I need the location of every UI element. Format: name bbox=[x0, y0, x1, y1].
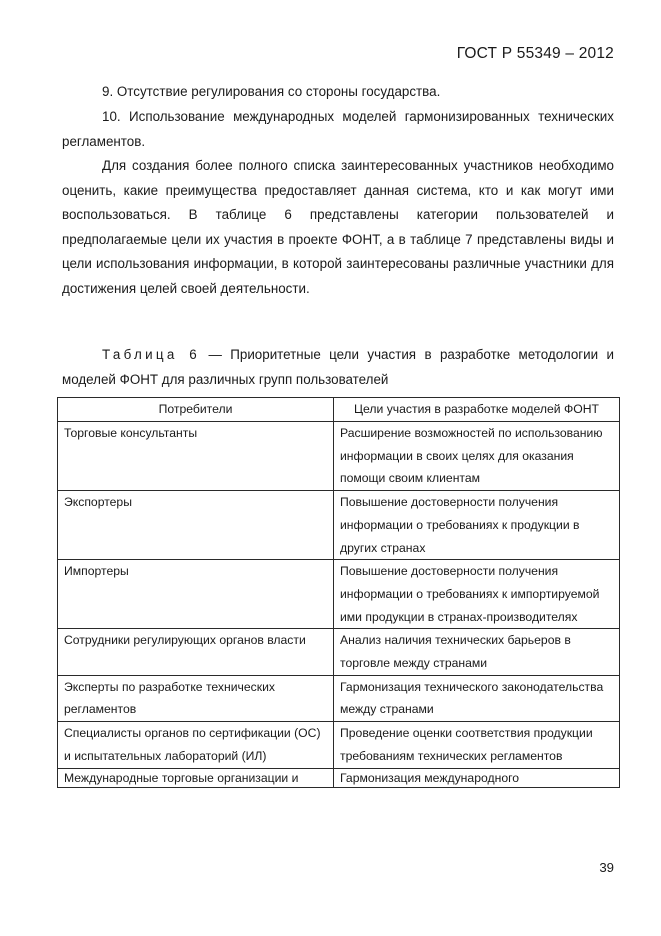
table-row bbox=[58, 675, 620, 721]
consumer-cell: Международные торговые организации и bbox=[58, 768, 334, 787]
table-header-row bbox=[58, 398, 620, 422]
consumer-cell: Эксперты по разработке технических регламентов bbox=[58, 675, 334, 721]
paragraph-item-10: 10. Использование международных моделей гармонизированных технических регламентов. bbox=[62, 109, 614, 149]
goals-table bbox=[57, 397, 620, 788]
goal-cell: Анализ наличия технических барьеров в торговле между странами bbox=[334, 629, 620, 675]
table-row bbox=[58, 629, 620, 675]
table-row bbox=[58, 768, 620, 787]
paragraph-main: Для создания более полного списка заинтересованных участников необходимо оценить, какие преимущества предоставляет данная система, кто и как могут ими воспользоваться. В таблице 6 представлены категории пользователей и предполагаемые цели их участия в проекте ФОНТ, а в таблице 7 представлены виды и цели использования информации, в которой заинтересованы различные участники для достижения целей своей деятельности. bbox=[62, 158, 614, 296]
consumer-cell: Импортеры bbox=[58, 560, 334, 629]
table-row bbox=[58, 722, 620, 768]
consumer-cell: Торговые консультанты bbox=[58, 422, 334, 491]
column-header-consumers: Потребители bbox=[58, 398, 334, 422]
consumer-cell: Специалисты органов по сертификации (ОС) и испытательных лабораторий (ИЛ) bbox=[58, 722, 334, 768]
goal-cell: Проведение оценки соответствия продукции требованиям технических регламентов bbox=[334, 722, 620, 768]
table-caption-text: — Приоритетные цели участия в разработке методологии и моделей ФОНТ для различных групп пользователей bbox=[62, 347, 614, 387]
column-header-goals: Цели участия в разработке моделей ФОНТ bbox=[334, 398, 620, 422]
goal-cell: Повышение достоверности получения информации о требованиях к импортируемой ими продукции в странах-производителях bbox=[334, 560, 620, 629]
table-caption-label: Таблица 6 bbox=[102, 347, 201, 362]
paragraph-item-9: 9. Отсутствие регулирования со стороны государства. bbox=[102, 84, 441, 99]
goal-cell: Расширение возможностей по использованию информации в своих целях для оказания помощи своим клиентам bbox=[334, 422, 620, 491]
goal-cell: Повышение достоверности получения информации о требованиях к продукции в других странах bbox=[334, 491, 620, 560]
table-row bbox=[58, 422, 620, 491]
goal-cell: Гармонизация международного bbox=[334, 768, 620, 787]
consumer-cell: Экспортеры bbox=[58, 491, 334, 560]
goal-cell: Гармонизация технического законодательства между странами bbox=[334, 675, 620, 721]
document-standard-code: ГОСТ Р 55349 – 2012 bbox=[456, 45, 614, 62]
consumer-cell: Сотрудники регулирующих органов власти bbox=[58, 629, 334, 675]
table-caption bbox=[62, 343, 614, 392]
table-row bbox=[58, 560, 620, 629]
page-number: 39 bbox=[599, 860, 614, 875]
table-row bbox=[58, 491, 620, 560]
